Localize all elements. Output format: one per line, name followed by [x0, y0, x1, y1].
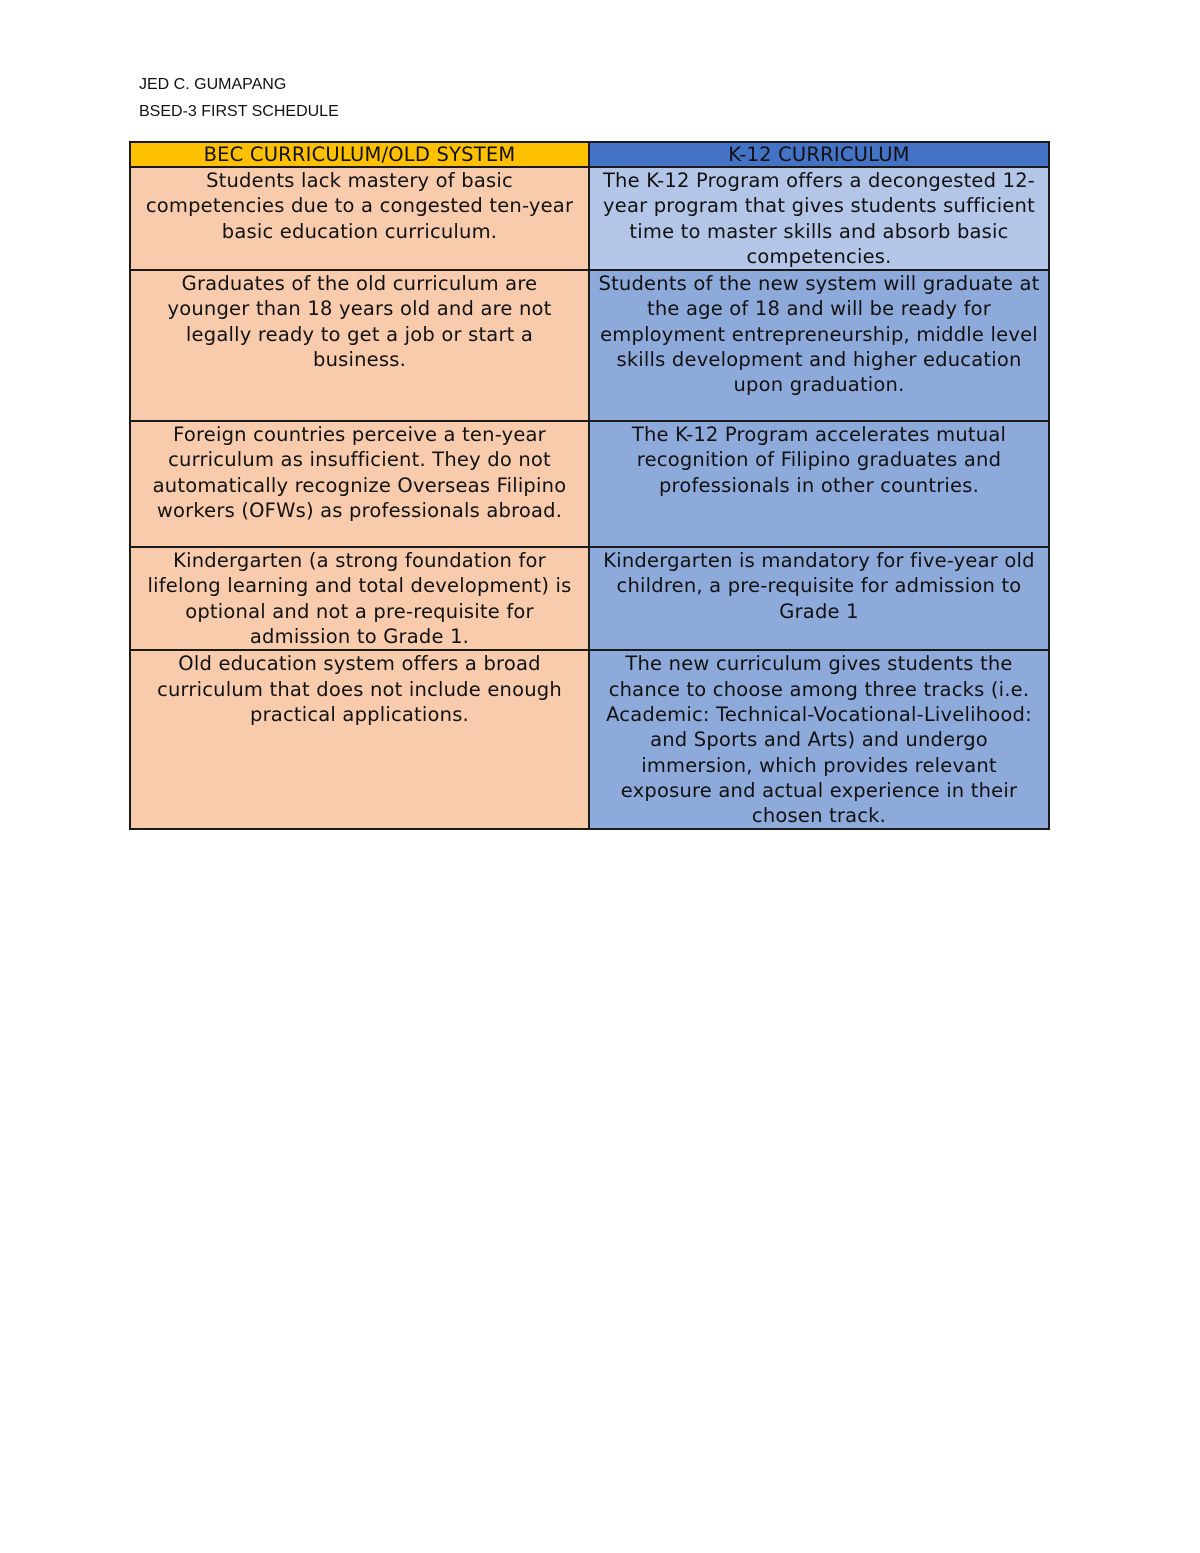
table-row [130, 270, 1049, 421]
k12-cell: The new curriculum gives students the chance to choose among three tracks (i.e. Academic: Technical-Vocational-Livelihood: and Sports and Arts) and undergo immersion, which provides relevant exposure and actual experience in their chosen track. [589, 650, 1049, 829]
old-system-cell: Old education system offers a broad curriculum that does not include enough practical applications. [130, 650, 589, 829]
author-name: JED C. GUMAPANG [139, 76, 287, 93]
old-system-cell: Kindergarten (a strong foundation for lifelong learning and total development) is optional and not a pre-requisite for admission to Grade 1. [130, 547, 589, 650]
k12-cell: The K-12 Program accelerates mutual recognition of Filipino graduates and professionals in other countries. [589, 421, 1049, 547]
k12-cell: The K-12 Program offers a decongested 12-year program that gives students sufficient time to master skills and absorb basic competencies. [589, 167, 1049, 270]
k12-cell: Kindergarten is mandatory for five-year old children, a pre-requisite for admission to Grade 1 [589, 547, 1049, 650]
table-header-row [130, 142, 1049, 167]
curriculum-comparison-table [129, 141, 1050, 830]
k12-cell: Students of the new system will graduate at the age of 18 and will be ready for employment entrepreneurship, middle level skills development and higher education upon graduation. [589, 270, 1049, 421]
column-header-k12: K-12 CURRICULUM [589, 142, 1049, 167]
table-row [130, 421, 1049, 547]
table-row [130, 547, 1049, 650]
course-schedule: BSED-3 FIRST SCHEDULE [139, 103, 339, 120]
column-header-old-system: BEC CURRICULUM/OLD SYSTEM [130, 142, 589, 167]
old-system-cell: Graduates of the old curriculum are younger than 18 years old and are not legally ready to get a job or start a business. [130, 270, 589, 421]
table-row [130, 650, 1049, 829]
old-system-cell: Foreign countries perceive a ten-year curriculum as insufficient. They do not automatically recognize Overseas Filipino workers (OFWs) as professionals abroad. [130, 421, 589, 547]
table-row [130, 167, 1049, 270]
old-system-cell: Students lack mastery of basic competencies due to a congested ten-year basic education curriculum. [130, 167, 589, 270]
